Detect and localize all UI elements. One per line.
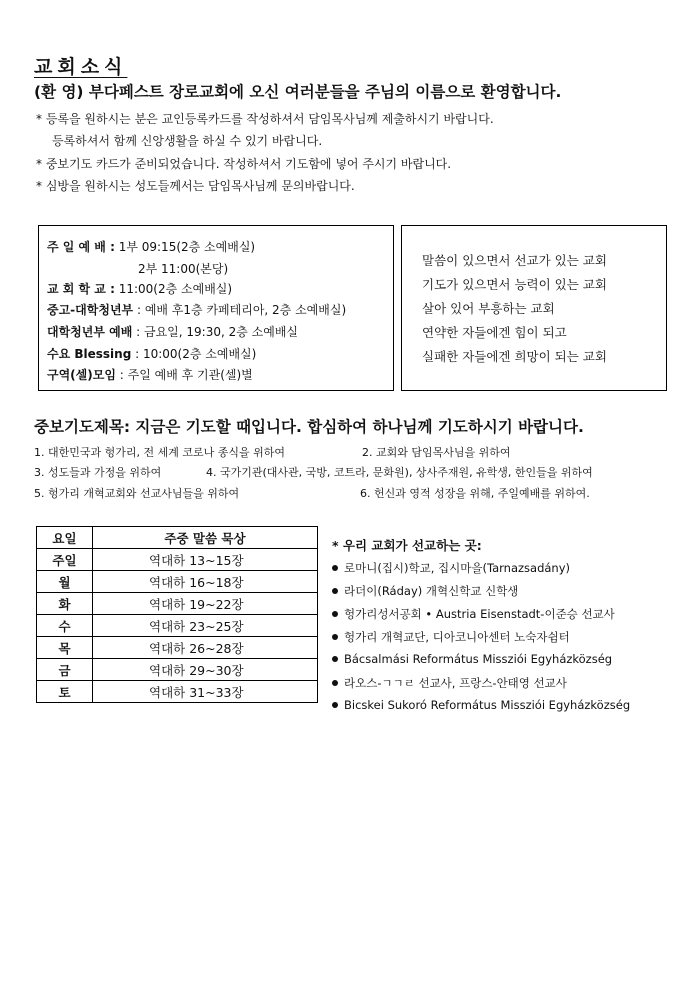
prayer-item: 4. 국가기관(대사관, 국방, 코트라, 문화원), 상사주재원, 유학생, 한인들을 위하여 bbox=[206, 466, 593, 479]
day-cell: 화 bbox=[37, 593, 93, 615]
notice-registration: * 등록을 원하시는 분은 교인등록카드를 작성하셔서 담임목사님께 제출하시기 바랍니다. bbox=[36, 112, 494, 126]
prayer-item: 3. 성도들과 가정을 위하여 bbox=[34, 466, 162, 479]
reading-cell: 역대하 29~30장 bbox=[93, 659, 318, 681]
bullet-icon bbox=[332, 702, 338, 708]
bullet-icon bbox=[332, 611, 338, 617]
motto-line: 연약한 자들에겐 힘이 되고 bbox=[422, 325, 567, 340]
table-row bbox=[37, 549, 318, 571]
table-row bbox=[37, 681, 318, 703]
bullet-icon bbox=[332, 634, 338, 640]
page-title: 교회소식 bbox=[34, 56, 128, 78]
mission-item: 로마니(집시)학교, 집시마을(Tarnazsadány) bbox=[332, 560, 570, 576]
table-row bbox=[37, 615, 318, 637]
day-cell: 금 bbox=[37, 659, 93, 681]
mission-item: 라더이(Ráday) 개혁신학교 신학생 bbox=[332, 583, 518, 599]
mission-item: Bicskei Sukoró Református Missziói Egyházközség bbox=[332, 698, 630, 712]
bullet-icon bbox=[332, 588, 338, 594]
reading-cell: 역대하 13~15장 bbox=[93, 549, 318, 571]
reading-cell: 역대하 26~28장 bbox=[93, 637, 318, 659]
notice-visitation: * 심방을 원하시는 성도들께서는 담임목사님께 문의바랍니다. bbox=[36, 179, 355, 193]
table-row bbox=[37, 637, 318, 659]
table-header-row bbox=[37, 527, 318, 549]
reading-cell: 역대하 31~33장 bbox=[93, 681, 318, 703]
service-line-wednesday: 수요 Blessing : 10:00(2층 소예배실) bbox=[47, 347, 257, 361]
header-reading: 주중 말씀 묵상 bbox=[93, 527, 318, 549]
church-motto-box bbox=[401, 225, 667, 391]
motto-line: 실패한 자들에겐 희망이 되는 교회 bbox=[422, 349, 607, 364]
day-cell: 수 bbox=[37, 615, 93, 637]
reading-cell: 역대하 23~25장 bbox=[93, 615, 318, 637]
notice-registration-cont: 등록하셔서 함께 신앙생활을 하실 수 있기 바랍니다. bbox=[52, 134, 323, 148]
service-times-box bbox=[38, 225, 394, 391]
prayer-item: 2. 교회와 담임목사님을 위하여 bbox=[362, 446, 511, 459]
service-line-church-school: 교 회 학 교 : 11:00(2층 소예배실) bbox=[47, 282, 233, 296]
mission-item: Bácsalmási Református Missziói Egyházközség bbox=[332, 652, 612, 666]
missions-title: * 우리 교회가 선교하는 곳: bbox=[332, 538, 482, 553]
day-cell: 주일 bbox=[37, 549, 93, 571]
service-line-sunday: 주 일 예 배 : 1부 09:15(2층 소예배실) bbox=[47, 240, 256, 254]
motto-line: 말씀이 있으면서 선교가 있는 교회 bbox=[422, 253, 607, 268]
service-line-sunday-2: 2부 11:00(본당) bbox=[138, 262, 229, 276]
bullet-icon bbox=[332, 680, 338, 686]
welcome-message: (환 영) 부다페스트 장로교회에 오신 여러분들을 주님의 이름으로 환영합니다. bbox=[34, 83, 562, 101]
day-cell: 월 bbox=[37, 571, 93, 593]
motto-line: 기도가 있으면서 능력이 있는 교회 bbox=[422, 277, 607, 292]
day-cell: 토 bbox=[37, 681, 93, 703]
prayer-item: 1. 대한민국과 헝가리, 전 세계 코로나 종식을 위하여 bbox=[34, 446, 285, 459]
table-row bbox=[37, 659, 318, 681]
mission-item: 헝가리성서공회 • Austria Eisenstadt-이준승 선교사 bbox=[332, 606, 615, 622]
table-row bbox=[37, 571, 318, 593]
motto-line: 살아 있어 부흥하는 교회 bbox=[422, 301, 555, 316]
reading-cell: 역대하 16~18장 bbox=[93, 571, 318, 593]
bullet-icon bbox=[332, 565, 338, 571]
prayer-item: 5. 헝가리 개혁교회와 선교사님들을 위하여 bbox=[34, 487, 240, 500]
prayer-title: 중보기도제목: 지금은 기도할 때입니다. 합심하여 하나님께 기도하시기 바랍니다. bbox=[34, 418, 584, 436]
service-line-cell: 구역(셀)모임 : 주일 예배 후 기관(셀)별 bbox=[47, 368, 253, 382]
service-line-youth: 중고-대학청년부 : 예배 후1층 카페테리아, 2층 소예배실) bbox=[47, 303, 347, 317]
mission-item: 라오스-ㄱㄱㄹ 선교사, 프랑스-안태영 선교사 bbox=[332, 675, 567, 691]
reading-cell: 역대하 19~22장 bbox=[93, 593, 318, 615]
mission-item: 헝가리 개혁교단, 디아코니아센터 노숙자쉼터 bbox=[332, 629, 570, 645]
meditation-schedule-table bbox=[36, 526, 318, 703]
table-row bbox=[37, 593, 318, 615]
service-line-college: 대학청년부 예배 : 금요일, 19:30, 2층 소예배실 bbox=[47, 325, 299, 339]
day-cell: 목 bbox=[37, 637, 93, 659]
notice-prayer-card: * 중보기도 카드가 준비되었습니다. 작성하셔서 기도함에 넣어 주시기 바랍니다. bbox=[36, 157, 452, 171]
prayer-item: 6. 헌신과 영적 성장을 위해, 주일예배를 위하여. bbox=[360, 487, 590, 500]
header-day: 요일 bbox=[37, 527, 93, 549]
bullet-icon bbox=[332, 656, 338, 662]
